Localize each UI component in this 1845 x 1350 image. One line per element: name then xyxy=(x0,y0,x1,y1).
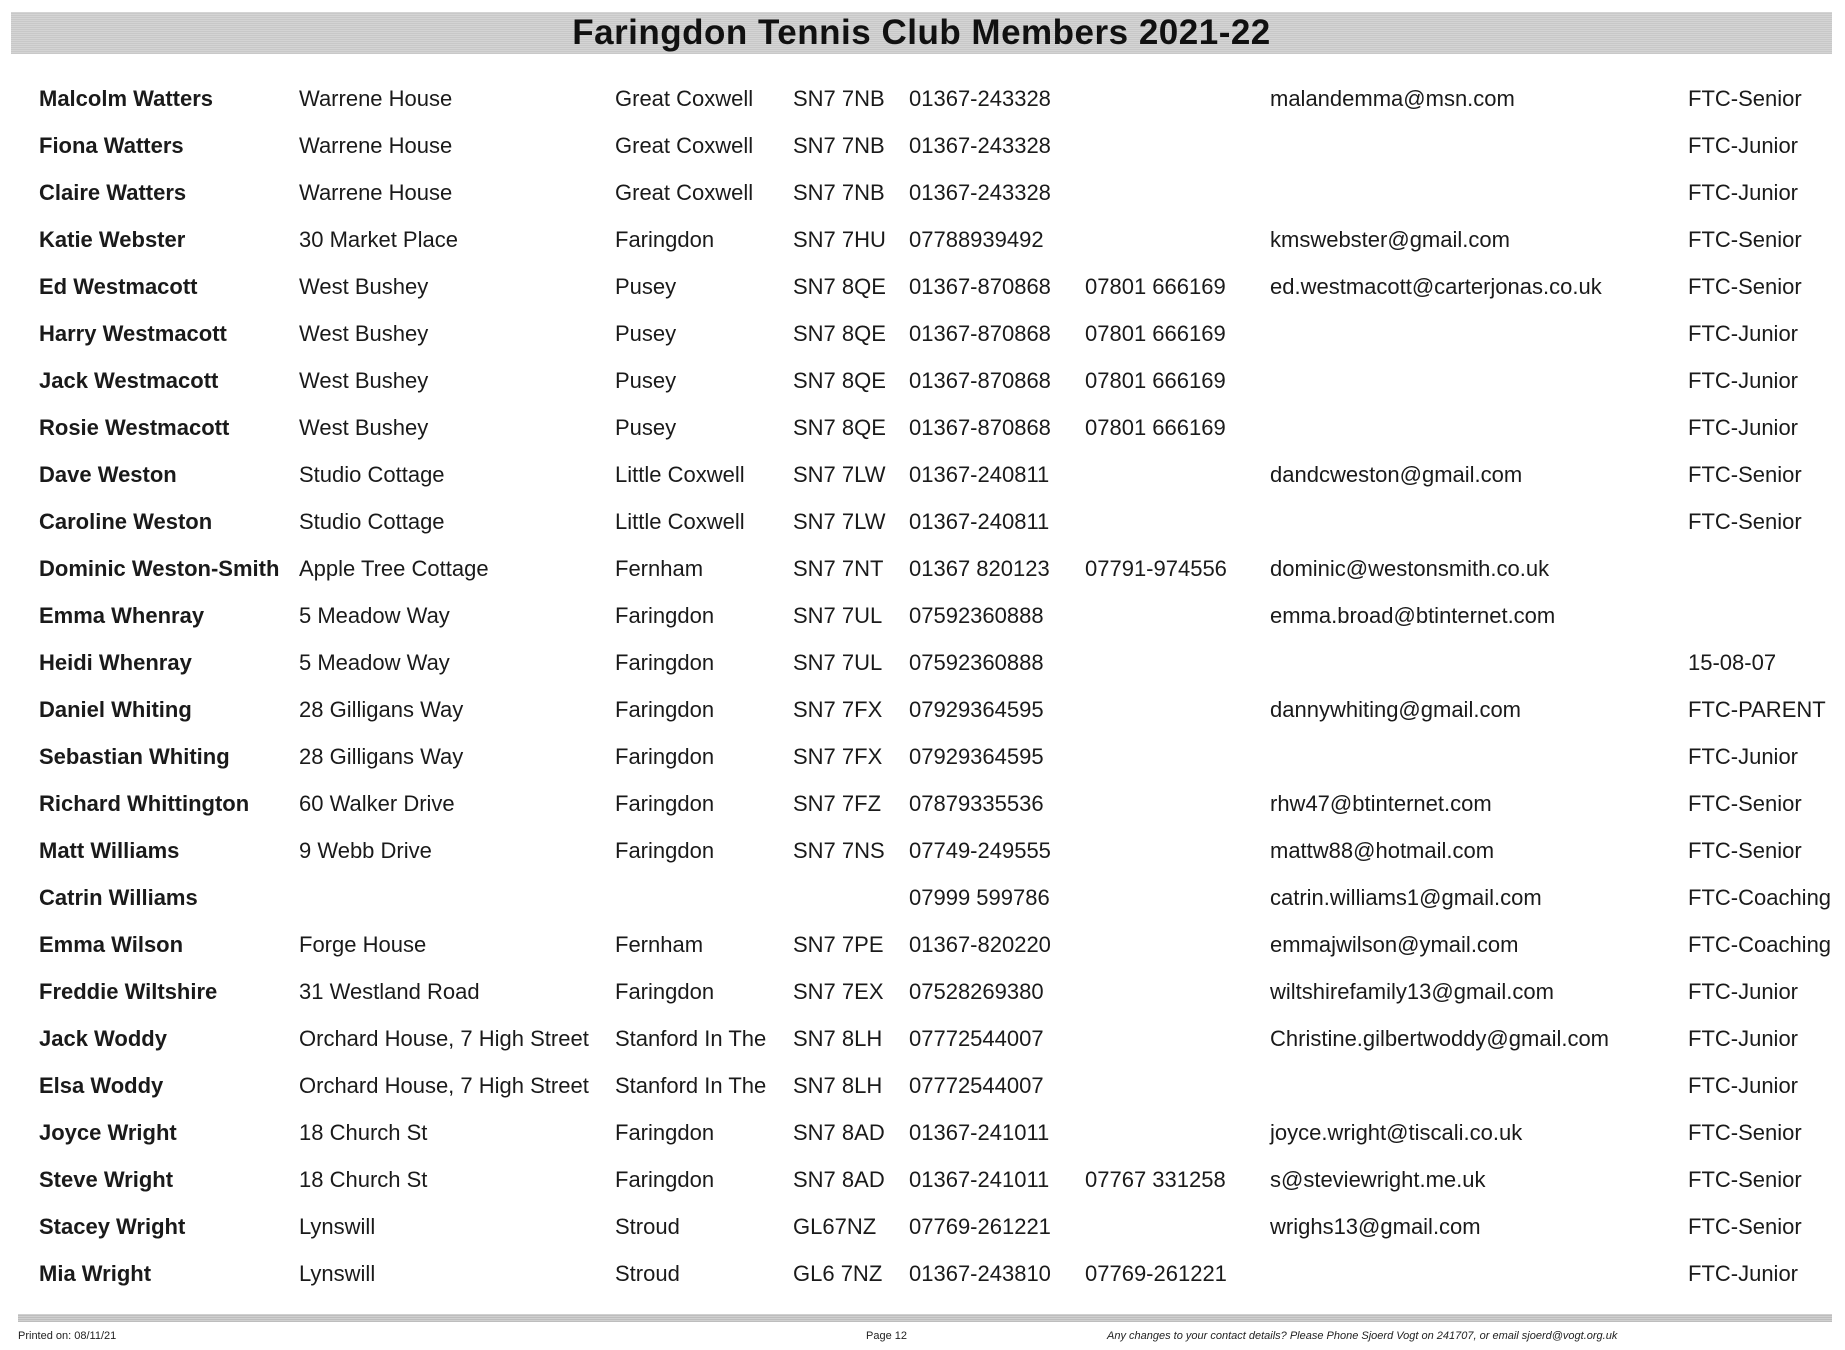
member-email: emmajwilson@ymail.com xyxy=(1270,932,1519,957)
member-town: Fernham xyxy=(615,932,704,957)
member-type: FTC-Junior xyxy=(1688,180,1799,205)
member-postcode: SN7 8QE xyxy=(793,368,886,393)
member-email: dannywhiting@gmail.com xyxy=(1270,697,1522,722)
member-row xyxy=(0,498,1845,545)
member-name: Rosie Westmacott xyxy=(39,415,230,440)
member-phone: 07769-261221 xyxy=(909,1214,1051,1239)
member-row xyxy=(0,592,1845,639)
member-name: Jack Woddy xyxy=(39,1026,167,1051)
member-address: 60 Walker Drive xyxy=(299,791,455,816)
member-row xyxy=(0,1015,1845,1062)
member-type: FTC-Junior xyxy=(1688,1261,1799,1286)
page-number: Page 12 xyxy=(866,1330,907,1342)
member-address: 5 Meadow Way xyxy=(299,650,450,675)
member-row xyxy=(0,122,1845,169)
member-row xyxy=(0,1250,1845,1297)
member-address: West Bushey xyxy=(299,321,429,346)
member-postcode: SN7 8LH xyxy=(793,1026,883,1051)
member-name: Sebastian Whiting xyxy=(39,744,230,769)
member-type: FTC-Junior xyxy=(1688,133,1799,158)
member-town: Pusey xyxy=(615,415,677,440)
member-address: 28 Gilligans Way xyxy=(299,744,464,769)
member-phone: 01367-243328 xyxy=(909,180,1051,205)
member-phone: 01367-820220 xyxy=(909,932,1051,957)
member-row xyxy=(0,1109,1845,1156)
footer-divider xyxy=(18,1314,1832,1322)
member-type: FTC-Junior xyxy=(1688,979,1799,1004)
member-name: Richard Whittington xyxy=(39,791,250,816)
member-row xyxy=(0,686,1845,733)
member-type: FTC-Coaching xyxy=(1688,885,1832,910)
member-row xyxy=(0,1203,1845,1250)
member-town: Faringdon xyxy=(615,1120,715,1145)
member-postcode: SN7 7EX xyxy=(793,979,884,1004)
member-name: Heidi Whenray xyxy=(39,650,192,675)
member-address: Warrene House xyxy=(299,86,453,111)
member-email: Christine.gilbertwoddy@gmail.com xyxy=(1270,1026,1610,1051)
printed-date: Printed on: 08/11/21 xyxy=(18,1330,117,1342)
member-phone: 01367-243328 xyxy=(909,133,1051,158)
member-mobile: 07801 666169 xyxy=(1085,368,1226,393)
member-address: Studio Cottage xyxy=(299,462,445,487)
member-phone: 07592360888 xyxy=(909,650,1044,675)
member-address: Warrene House xyxy=(299,133,453,158)
member-postcode: SN7 7FX xyxy=(793,697,883,722)
member-name: Fiona Watters xyxy=(39,133,184,158)
member-phone: 01367-240811 xyxy=(909,509,1050,534)
member-phone: 07592360888 xyxy=(909,603,1044,628)
member-row xyxy=(0,1062,1845,1109)
member-postcode: SN7 7LW xyxy=(793,509,886,534)
member-email: emma.broad@btinternet.com xyxy=(1270,603,1556,628)
member-row xyxy=(0,639,1845,686)
member-row xyxy=(0,216,1845,263)
member-address: 18 Church St xyxy=(299,1120,428,1145)
member-row xyxy=(0,357,1845,404)
member-type: FTC-Junior xyxy=(1688,368,1799,393)
member-name: Matt Williams xyxy=(39,838,180,863)
member-address: 18 Church St xyxy=(299,1167,428,1192)
member-type: FTC-Senior xyxy=(1688,838,1802,863)
member-phone: 07749-249555 xyxy=(909,838,1051,863)
member-phone: 01367-870868 xyxy=(909,368,1051,393)
member-town: Faringdon xyxy=(615,650,715,675)
member-row xyxy=(0,1156,1845,1203)
member-type: FTC-Senior xyxy=(1688,1120,1802,1145)
member-town: Faringdon xyxy=(615,603,715,628)
member-email: kmswebster@gmail.com xyxy=(1270,227,1510,252)
member-type: FTC-Senior xyxy=(1688,791,1802,816)
member-row xyxy=(0,404,1845,451)
member-address: Lynswill xyxy=(299,1214,376,1239)
member-phone: 01367-243810 xyxy=(909,1261,1051,1286)
member-town: Great Coxwell xyxy=(615,180,754,205)
member-town: Pusey xyxy=(615,274,677,299)
member-type: FTC-Senior xyxy=(1688,86,1802,111)
member-type: FTC-PARENT xyxy=(1688,697,1826,722)
member-address: Warrene House xyxy=(299,180,453,205)
member-postcode: SN7 8QE xyxy=(793,321,886,346)
member-email: wrighs13@gmail.com xyxy=(1270,1214,1481,1239)
member-mobile: 07791-974556 xyxy=(1085,556,1227,581)
member-postcode: SN7 8AD xyxy=(793,1120,885,1145)
member-phone: 07999 599786 xyxy=(909,885,1050,910)
member-row xyxy=(0,827,1845,874)
member-name: Caroline Weston xyxy=(39,509,213,534)
member-row xyxy=(0,451,1845,498)
member-town: Stanford In The xyxy=(615,1026,767,1051)
member-row xyxy=(0,733,1845,780)
member-phone: 07772544007 xyxy=(909,1073,1044,1098)
member-name: Joyce Wright xyxy=(39,1120,177,1145)
member-town: Faringdon xyxy=(615,1167,715,1192)
member-row xyxy=(0,545,1845,592)
member-email: joyce.wright@tiscali.co.uk xyxy=(1270,1120,1523,1145)
member-postcode: SN7 7HU xyxy=(793,227,886,252)
member-mobile: 07801 666169 xyxy=(1085,321,1226,346)
member-email: catrin.williams1@gmail.com xyxy=(1270,885,1542,910)
member-address: Lynswill xyxy=(299,1261,376,1286)
member-row xyxy=(0,75,1845,122)
member-postcode: GL6 7NZ xyxy=(793,1261,883,1286)
member-address: 5 Meadow Way xyxy=(299,603,450,628)
member-phone: 07929364595 xyxy=(909,744,1044,769)
member-postcode: SN7 8AD xyxy=(793,1167,885,1192)
member-name: Emma Wilson xyxy=(39,932,184,957)
member-postcode: SN7 7PE xyxy=(793,932,884,957)
member-address: 31 Westland Road xyxy=(299,979,480,1004)
member-postcode: SN7 7NB xyxy=(793,180,885,205)
member-town: Little Coxwell xyxy=(615,509,745,534)
member-row xyxy=(0,780,1845,827)
page-title: Faringdon Tennis Club Members 2021-22 xyxy=(572,13,1271,52)
member-type: FTC-Junior xyxy=(1688,321,1799,346)
member-row xyxy=(0,310,1845,357)
member-name: Jack Westmacott xyxy=(39,368,219,393)
member-town: Great Coxwell xyxy=(615,133,754,158)
member-type: FTC-Senior xyxy=(1688,1167,1802,1192)
member-phone: 01367-241011 xyxy=(909,1120,1050,1145)
member-address: 30 Market Place xyxy=(299,227,458,252)
member-town: Great Coxwell xyxy=(615,86,754,111)
member-address: Orchard House, 7 High Street xyxy=(299,1073,589,1098)
member-name: Catrin Williams xyxy=(39,885,198,910)
contact-note: Any changes to your contact details? Please Phone Sjoerd Vogt on 241707, or email sjoerd@vogt.org.uk xyxy=(1107,1330,1618,1342)
member-row xyxy=(0,169,1845,216)
member-phone: 07528269380 xyxy=(909,979,1044,1004)
member-phone: 07772544007 xyxy=(909,1026,1044,1051)
member-name: Katie Webster xyxy=(39,227,186,252)
member-name: Freddie Wiltshire xyxy=(39,979,218,1004)
member-town: Faringdon xyxy=(615,838,715,863)
member-email: s@steviewright.me.uk xyxy=(1270,1167,1486,1192)
member-email: wiltshirefamily13@gmail.com xyxy=(1270,979,1554,1004)
title-bar xyxy=(11,12,1832,54)
member-postcode: SN7 7UL xyxy=(793,650,883,675)
member-address: Forge House xyxy=(299,932,427,957)
member-town: Stroud xyxy=(615,1214,680,1239)
member-mobile: 07801 666169 xyxy=(1085,415,1226,440)
member-row xyxy=(0,263,1845,310)
member-address: West Bushey xyxy=(299,274,429,299)
member-email: dandcweston@gmail.com xyxy=(1270,462,1523,487)
member-name: Emma Whenray xyxy=(39,603,205,628)
member-postcode: SN7 7NB xyxy=(793,133,885,158)
member-phone: 01367-870868 xyxy=(909,274,1051,299)
member-phone: 01367-240811 xyxy=(909,462,1050,487)
member-type: FTC-Senior xyxy=(1688,227,1802,252)
member-phone: 01367-870868 xyxy=(909,415,1051,440)
member-name: Ed Westmacott xyxy=(39,274,198,299)
member-mobile: 07767 331258 xyxy=(1085,1167,1226,1192)
member-mobile: 07801 666169 xyxy=(1085,274,1226,299)
member-name: Stacey Wright xyxy=(39,1214,186,1239)
member-postcode: SN7 7FZ xyxy=(793,791,882,816)
member-postcode: SN7 8QE xyxy=(793,415,886,440)
member-town: Fernham xyxy=(615,556,704,581)
member-name: Dominic Weston-Smith xyxy=(39,556,280,581)
member-town: Pusey xyxy=(615,368,677,393)
member-type: FTC-Junior xyxy=(1688,744,1799,769)
member-mobile: 07769-261221 xyxy=(1085,1261,1227,1286)
member-town: Little Coxwell xyxy=(615,462,745,487)
member-type: 15-08-07 xyxy=(1688,650,1777,675)
member-name: Steve Wright xyxy=(39,1167,174,1192)
member-email: ed.westmacott@carterjonas.co.uk xyxy=(1270,274,1602,299)
member-phone: 01367-243328 xyxy=(909,86,1051,111)
member-town: Faringdon xyxy=(615,979,715,1004)
member-phone: 07929364595 xyxy=(909,697,1044,722)
member-postcode: SN7 7LW xyxy=(793,462,886,487)
member-type: FTC-Coaching xyxy=(1688,932,1832,957)
member-postcode: SN7 7NB xyxy=(793,86,885,111)
member-address: 9 Webb Drive xyxy=(299,838,432,863)
member-postcode: SN7 8QE xyxy=(793,274,886,299)
member-name: Mia Wright xyxy=(39,1261,152,1286)
member-phone: 01367-241011 xyxy=(909,1167,1050,1192)
member-postcode: SN7 7NS xyxy=(793,838,885,863)
member-type: FTC-Junior xyxy=(1688,1073,1799,1098)
member-email: dominic@westonsmith.co.uk xyxy=(1270,556,1550,581)
member-type: FTC-Senior xyxy=(1688,509,1802,534)
member-town: Faringdon xyxy=(615,697,715,722)
member-town: Stroud xyxy=(615,1261,680,1286)
member-postcode: SN7 7NT xyxy=(793,556,884,581)
member-postcode: SN7 7UL xyxy=(793,603,883,628)
member-phone: 01367 820123 xyxy=(909,556,1050,581)
member-postcode: SN7 8LH xyxy=(793,1073,883,1098)
member-postcode: GL67NZ xyxy=(793,1214,877,1239)
member-address: West Bushey xyxy=(299,368,429,393)
member-phone: 07788939492 xyxy=(909,227,1044,252)
member-town: Faringdon xyxy=(615,791,715,816)
member-address: Studio Cottage xyxy=(299,509,445,534)
member-phone: 01367-870868 xyxy=(909,321,1051,346)
member-name: Daniel Whiting xyxy=(39,697,192,722)
member-type: FTC-Senior xyxy=(1688,462,1802,487)
member-name: Dave Weston xyxy=(39,462,177,487)
member-email: malandemma@msn.com xyxy=(1270,86,1515,111)
member-row xyxy=(0,874,1845,921)
member-town: Stanford In The xyxy=(615,1073,767,1098)
member-name: Harry Westmacott xyxy=(39,321,227,346)
member-type: FTC-Junior xyxy=(1688,415,1799,440)
member-row xyxy=(0,921,1845,968)
member-address: Apple Tree Cottage xyxy=(299,556,489,581)
member-row xyxy=(0,968,1845,1015)
member-town: Faringdon xyxy=(615,744,715,769)
member-name: Elsa Woddy xyxy=(39,1073,164,1098)
member-town: Faringdon xyxy=(615,227,715,252)
member-address: West Bushey xyxy=(299,415,429,440)
member-type: FTC-Senior xyxy=(1688,274,1802,299)
member-postcode: SN7 7FX xyxy=(793,744,883,769)
member-email: mattw88@hotmail.com xyxy=(1270,838,1495,863)
members-list xyxy=(0,75,1845,1297)
member-email: rhw47@btinternet.com xyxy=(1270,791,1492,816)
member-type: FTC-Junior xyxy=(1688,1026,1799,1051)
member-name: Malcolm Watters xyxy=(39,86,214,111)
member-type: FTC-Senior xyxy=(1688,1214,1802,1239)
member-town: Pusey xyxy=(615,321,677,346)
member-phone: 07879335536 xyxy=(909,791,1044,816)
member-name: Claire Watters xyxy=(39,180,187,205)
member-address: 28 Gilligans Way xyxy=(299,697,464,722)
member-address: Orchard House, 7 High Street xyxy=(299,1026,589,1051)
